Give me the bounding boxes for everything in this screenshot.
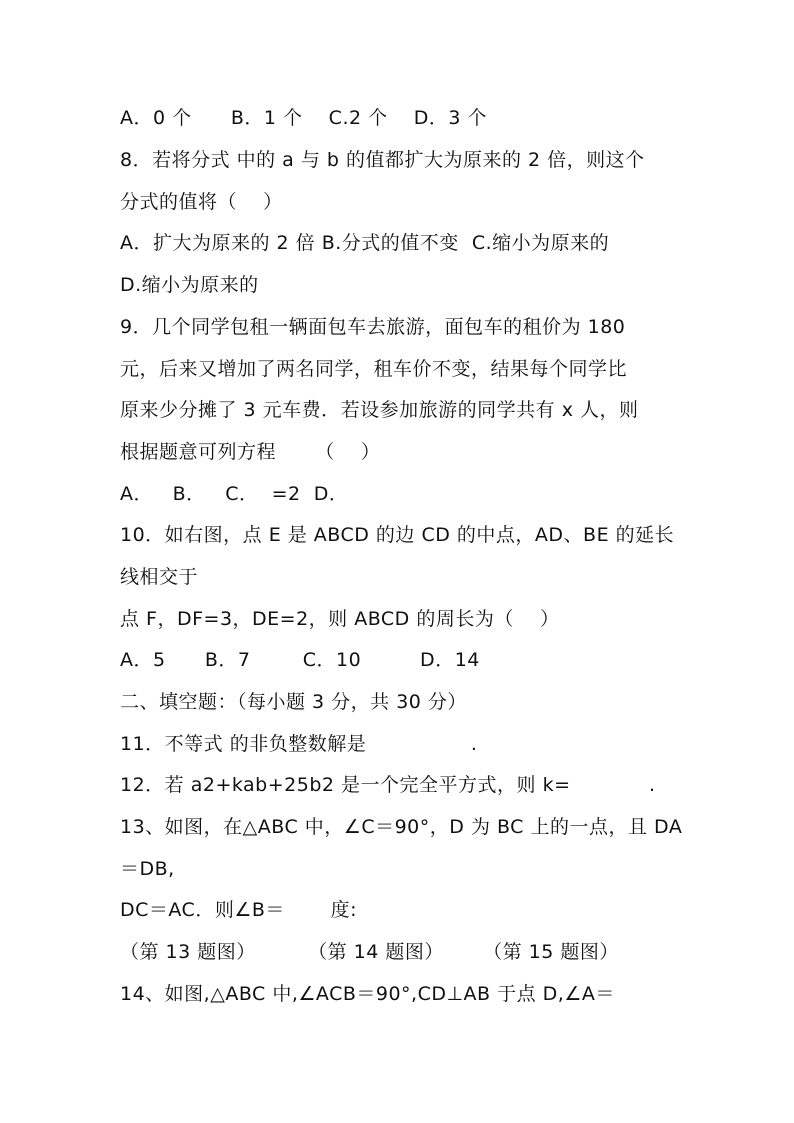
q12-stem: 12．若 a2+kab+25b2 是一个完全平方式，则 k= . bbox=[120, 774, 656, 796]
q13-stem-line-1: 13、如图，在△ABC 中，∠C＝90°，D 为 BC 上的一点，且 DA bbox=[120, 816, 683, 838]
q9-options: A． B． C． =2 D． bbox=[120, 483, 349, 505]
q10-stem-line-1: 10．如右图，点 E 是 ABCD 的边 CD 的中点，AD、BE 的延长 bbox=[120, 524, 675, 546]
section-heading-fill-in: 二、填空题：（每小题 3 分，共 30 分） bbox=[120, 691, 467, 713]
q9-stem-line-3: 原来少分摊了 3 元车费．若设参加旅游的同学共有 x 人，则 bbox=[120, 399, 639, 421]
q9-stem-line-2: 元，后来又增加了两名同学，租车价不变，结果每个同学比 bbox=[120, 358, 628, 380]
q8-stem-line-2: 分式的值将（ ） bbox=[120, 191, 283, 213]
q8-options-line-2: D.缩小为原来的 bbox=[120, 274, 259, 296]
q10-stem-line-2: 线相交于 bbox=[120, 566, 199, 588]
q9-stem-line-4: 根据题意可列方程 （ ） bbox=[120, 441, 381, 463]
q7-options: A．0 个 B．1 个 C.2 个 D．3 个 bbox=[120, 107, 488, 129]
q10-stem-line-3: 点 F，DF=3，DE=2，则 ABCD 的周长为（ ） bbox=[120, 608, 560, 630]
q10-options: A．5 B．7 C．10 D．14 bbox=[120, 649, 480, 671]
figure-captions: （第 13 题图） （第 14 题图） （第 15 题图） bbox=[120, 941, 619, 963]
q13-stem-line-3: DC＝AC．则∠B＝ 度: bbox=[120, 899, 358, 921]
q8-options-line-1: A．扩大为原来的 2 倍 B.分式的值不变 C.缩小为原来的 bbox=[120, 232, 610, 254]
q9-stem-line-1: 9．几个同学包租一辆面包车去旅游，面包车的租价为 180 bbox=[120, 316, 626, 338]
q8-stem-line-1: 8．若将分式 中的 a 与 b 的值都扩大为原来的 2 倍，则这个 bbox=[120, 149, 645, 171]
q13-stem-line-2: ＝DB, bbox=[120, 858, 175, 880]
q14-stem-line-1: 14、如图,△ABC 中,∠ACB＝90°,CD⊥AB 于点 D,∠A＝ bbox=[120, 983, 615, 1005]
q11-stem: 11．不等式 的非负整数解是 . bbox=[120, 733, 478, 755]
